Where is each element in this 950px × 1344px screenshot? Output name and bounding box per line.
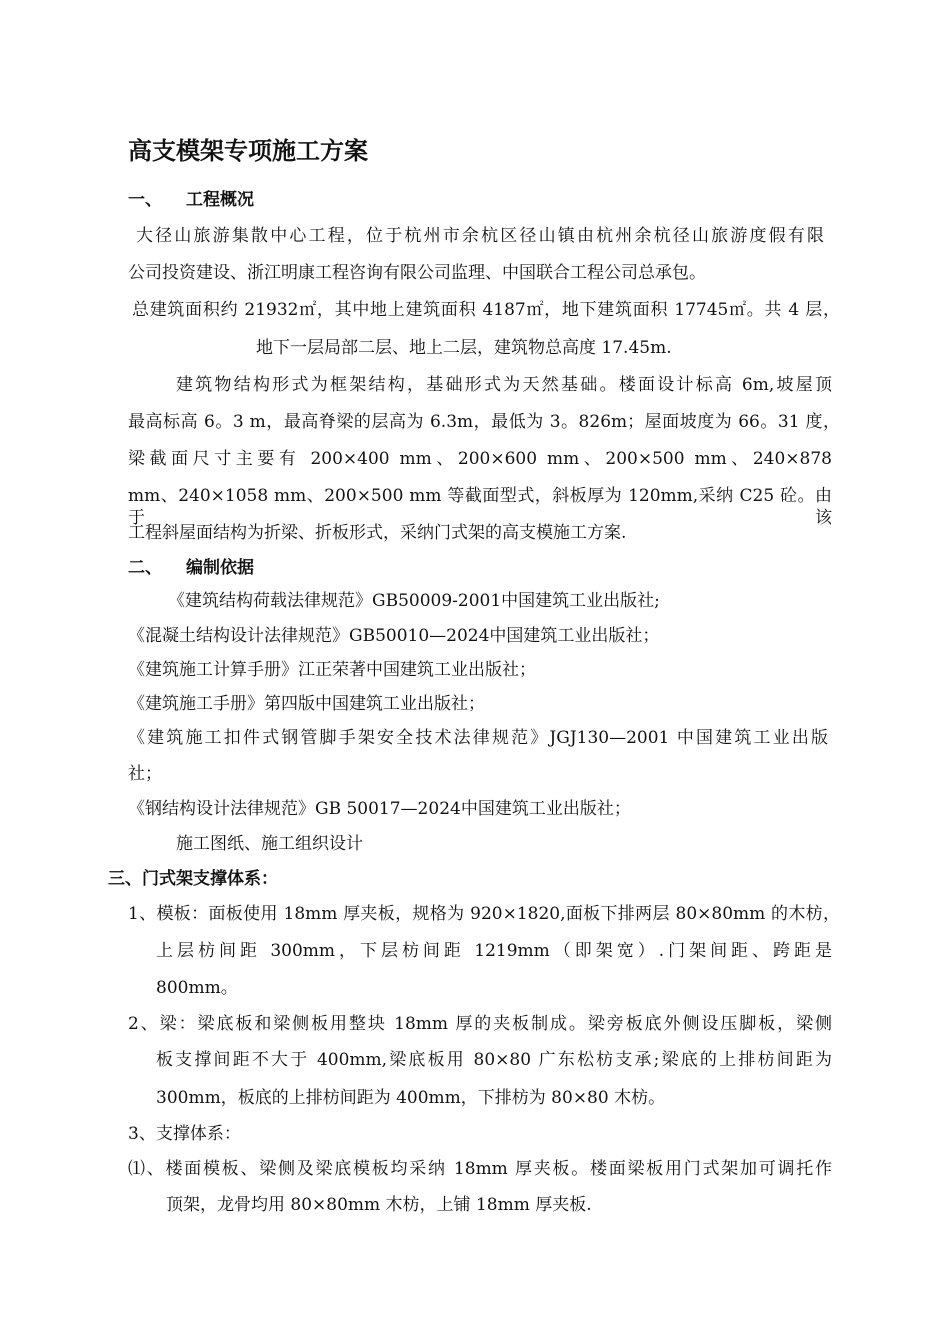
- reference-item: 《建筑施工扣件式钢管脚手架安全技术法律规范》JGJ130—2001 中国建筑工业出版: [128, 728, 828, 748]
- section2-number: 二、: [128, 558, 162, 578]
- section1-line: 工程斜屋面结构为折梁、折板形式，采纳门式架的高支模施工方案.: [128, 523, 627, 543]
- section3-line: 2、梁：梁底板和梁侧板用整块 18mm 厚的夹板制成。梁旁板底外侧设压脚板，梁侧: [128, 1014, 832, 1034]
- section3-heading: 三、门式架支撑体系：: [108, 869, 278, 889]
- section3-line: 顶架，龙骨均用 80×80mm 木枋，上铺 18mm 厚夹板.: [166, 1195, 592, 1215]
- reference-item: 《建筑结构荷载法律规范》GB50009-2001中国建筑工业出版社;: [168, 591, 660, 611]
- section3-line: 3、支撑体系：: [128, 1124, 241, 1144]
- section3-line: 上层枋间距 300mm，下层枋间距 1219mm（即架宽）.门架间距、跨距是: [156, 941, 832, 961]
- reference-item: 《建筑施工手册》第四版中国建筑工业出版社；: [128, 694, 485, 714]
- section2-heading: 编制依据: [186, 558, 254, 578]
- reference-item: 《建筑施工计算手册》江正荣著中国建筑工业出版社；: [128, 660, 536, 680]
- section1-line: 梁截面尺寸主要有 200×400 mm、200×600 mm、200×500 mm、240×878: [128, 449, 832, 469]
- section3-line: 板支撑间距不大于 400mm,梁底板用 80×80 广东松枋支承;梁底的上排枋间距为: [156, 1050, 832, 1070]
- section1-line: 地下一层局部二层、地上二层，建筑物总高度 17.45m.: [256, 338, 672, 358]
- reference-item: 《钢结构设计法律规范》GB 50017—2024中国建筑工业出版社；: [128, 799, 631, 819]
- section3-line: 1、模板：面板使用 18mm 厚夹板，规格为 920×1820,面板下排两层 80×80mm 的木枋，: [128, 904, 840, 924]
- section1-line: 公司投资建设、浙江明康工程咨询有限公司监理、中国联合工程公司总承包。: [128, 263, 706, 283]
- section1-line: mm、240×1058 mm、200×500 mm 等截面型式，斜板厚为 120mm,采纳 C25 砼。由于该: [128, 486, 832, 528]
- section1-line: 建筑物结构形式为框架结构，基础形式为天然基础。楼面设计标高 6m,坡屋顶: [176, 375, 832, 395]
- reference-item: 施工图纸、施工组织设计: [176, 834, 363, 854]
- section3-line: ⑴、楼面模板、梁侧及梁底模板均采纳 18mm 厚夹板。楼面梁板用门式架加可调托作: [128, 1159, 832, 1179]
- section1-heading: 工程概况: [186, 190, 254, 210]
- section1-number: 一、: [128, 190, 162, 210]
- reference-item: 《混凝土结构设计法律规范》GB50010—2024中国建筑工业出版社；: [128, 626, 660, 646]
- section3-line: 300mm，板底的上排枋间距为 400mm，下排枋为 80×80 木枋。: [156, 1088, 666, 1108]
- reference-item: 社；: [128, 764, 162, 784]
- section1-line: 总建筑面积约 21932㎡，其中地上建筑面积 4187㎡，地下建筑面积 17745㎡。共 4 层，: [132, 300, 840, 320]
- section1-line: 最高标高 6。3 m，最高脊梁的层高为 6.3m，最低为 3。826m；屋面坡度为 66。31 度，: [128, 412, 840, 432]
- section3-line: 800mm。: [156, 978, 238, 998]
- document-title: 高支模架专项施工方案: [128, 136, 368, 165]
- section1-line: 大径山旅游集散中心工程，位于杭州市余杭区径山镇由杭州余杭径山旅游度假有限: [136, 226, 824, 246]
